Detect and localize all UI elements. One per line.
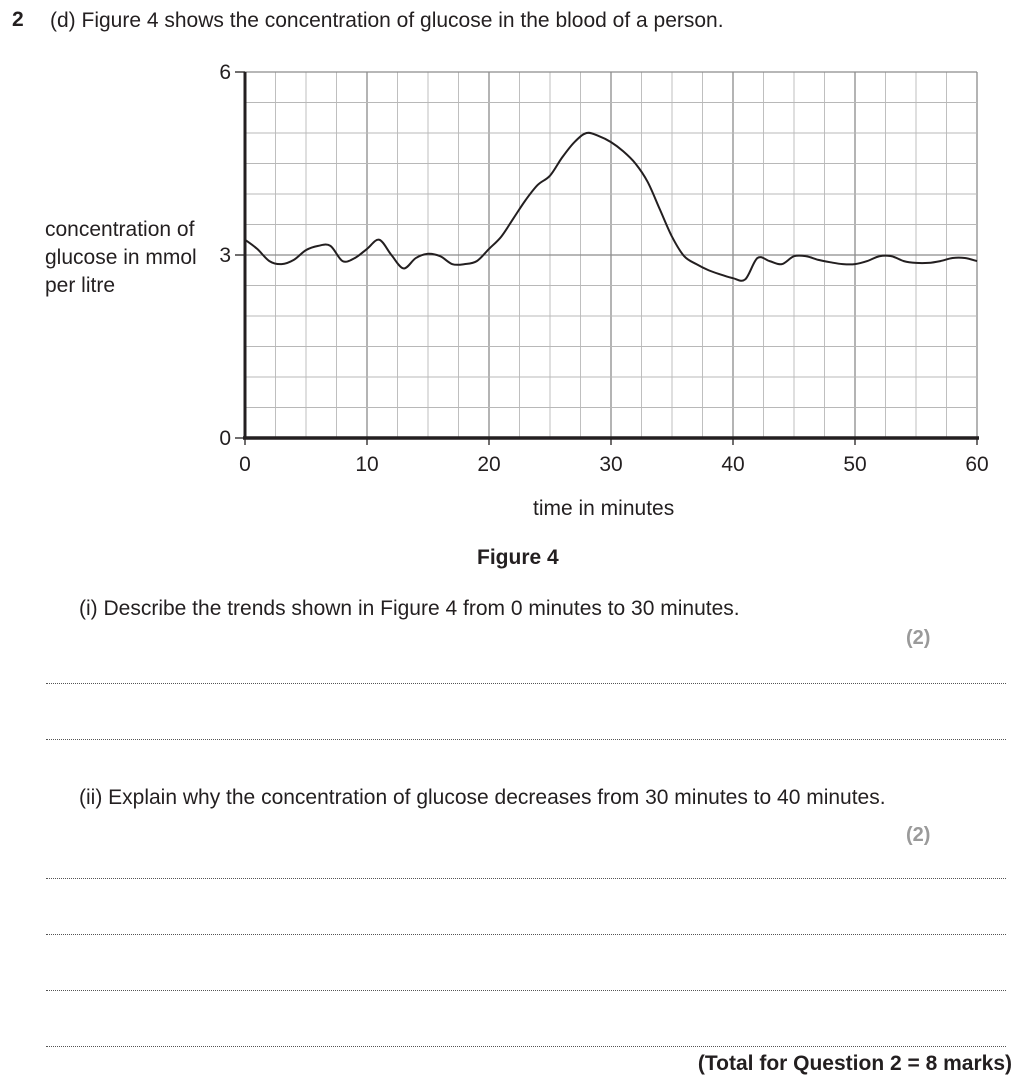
answer-line[interactable] xyxy=(46,1046,1006,1047)
question-number: 2 xyxy=(12,8,24,31)
marks-i: (2) xyxy=(906,627,931,649)
x-tick-label: 10 xyxy=(355,453,379,476)
x-axis-label: time in minutes xyxy=(533,497,675,520)
y-tick-label: 3 xyxy=(219,244,231,267)
answer-line[interactable] xyxy=(46,739,1006,740)
y-axis-label: concentration of glucose in mmol per litre xyxy=(45,218,197,297)
sub-question-ii: (ii) Explain why the concentration of glucose decreases from 30 minutes to 40 minutes. xyxy=(79,786,886,809)
question-total: (Total for Question 2 = 8 marks) xyxy=(697,1052,1012,1075)
y-tick-label: 0 xyxy=(219,427,231,450)
answer-line[interactable] xyxy=(46,990,1006,991)
x-tick-label: 30 xyxy=(599,453,623,476)
answer-line[interactable] xyxy=(46,934,1006,935)
question-part-text: (d) Figure 4 shows the concentration of glucose in the blood of a person. xyxy=(50,9,724,32)
x-tick-label: 40 xyxy=(721,453,745,476)
x-tick-label: 0 xyxy=(239,453,251,476)
x-tick-label: 50 xyxy=(843,453,867,476)
answer-line[interactable] xyxy=(46,878,1006,879)
sub-question-i: (i) Describe the trends shown in Figure 4 from 0 minutes to 30 minutes. xyxy=(79,597,740,620)
x-tick-label: 20 xyxy=(477,453,501,476)
y-tick-label: 6 xyxy=(219,61,231,84)
figure-caption: Figure 4 xyxy=(477,546,559,569)
answer-line[interactable] xyxy=(46,683,1006,684)
x-tick-label: 60 xyxy=(965,453,989,476)
glucose-chart xyxy=(0,0,1030,540)
marks-ii: (2) xyxy=(906,824,931,846)
